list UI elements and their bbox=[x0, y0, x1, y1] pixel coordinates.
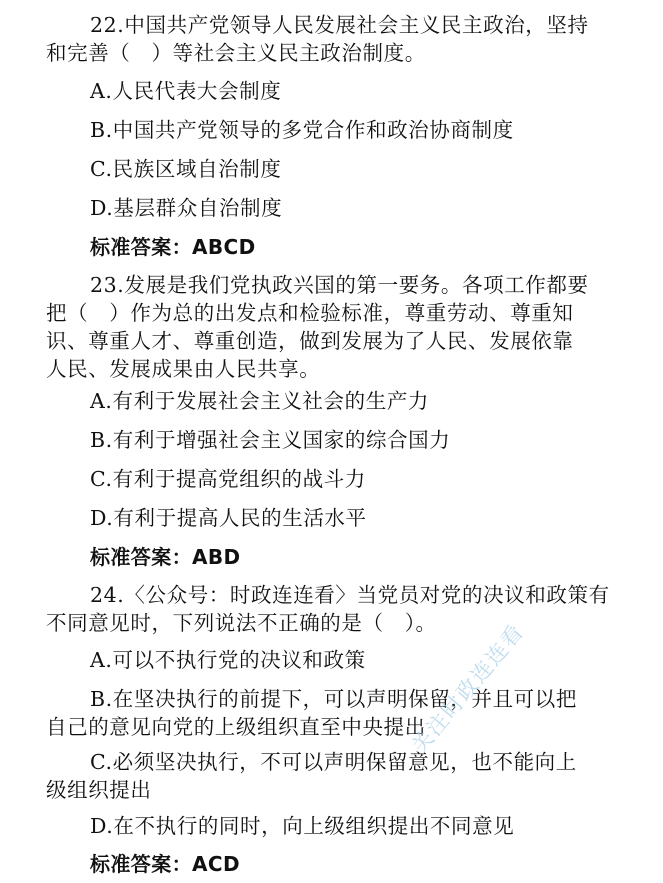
q22-answer: 标准答案：ABCD bbox=[90, 235, 256, 259]
q23-option-c: C.有利于提高党组织的战斗力 bbox=[90, 467, 366, 491]
q23-answer: 标准答案：ABD bbox=[90, 545, 241, 569]
q22-option-d: D.基层群众自治制度 bbox=[90, 196, 283, 220]
watermark: 关注时政连连看 bbox=[407, 619, 529, 758]
q24-option-a: A.可以不执行党的决议和政策 bbox=[90, 648, 366, 672]
q23-option-a: A.有利于发展社会主义社会的生产力 bbox=[90, 389, 430, 413]
q24-option-c-line-1: C.必须坚决执行，不可以声明保留意见，也不能向上 bbox=[90, 750, 577, 774]
q24-stem-line-1: 24.〈公众号：时政连连看〉当党员对党的决议和政策有 bbox=[90, 583, 610, 607]
q24-option-d: D.在不执行的同时，向上级组织提出不同意见 bbox=[90, 814, 515, 838]
q22-option-a: A.人民代表大会制度 bbox=[90, 79, 282, 103]
q23-stem-line-4: 人民、发展成果由人民共享。 bbox=[46, 357, 321, 381]
q23-stem-line-1: 23.发展是我们党执政兴国的第一要务。各项工作都要 bbox=[90, 273, 589, 297]
q23-stem-line-3: 识、尊重人才、尊重创造，做到发展为了人民、发展依靠 bbox=[46, 329, 574, 353]
q24-option-c-line-2: 级组织提出 bbox=[46, 778, 152, 802]
q23-stem-line-2: 把（ ）作为总的出发点和检验标准，尊重劳动、尊重知 bbox=[46, 301, 574, 325]
q22-stem-line-1: 22.中国共产党领导人民发展社会主义民主政治，坚持 bbox=[90, 13, 589, 37]
q23-option-d: D.有利于提高人民的生活水平 bbox=[90, 506, 367, 530]
q22-stem-line-2: 和完善（ ）等社会主义民主政治制度。 bbox=[46, 41, 426, 65]
q23-option-b: B.有利于增强社会主义国家的综合国力 bbox=[90, 428, 451, 452]
q24-stem-line-2: 不同意见时，下列说法不正确的是（ ）。 bbox=[46, 611, 437, 635]
q22-option-c: C.民族区域自治制度 bbox=[90, 157, 282, 181]
q24-option-b-line-1: B.在坚决执行的前提下，可以声明保留，并且可以把 bbox=[90, 687, 577, 711]
q24-answer: 标准答案：ACD bbox=[90, 852, 240, 876]
q24-option-b-line-2: 自己的意见向党的上级组织直至中央提出 bbox=[46, 715, 426, 739]
q22-option-b: B.中国共产党领导的多党合作和政治协商制度 bbox=[90, 118, 514, 142]
